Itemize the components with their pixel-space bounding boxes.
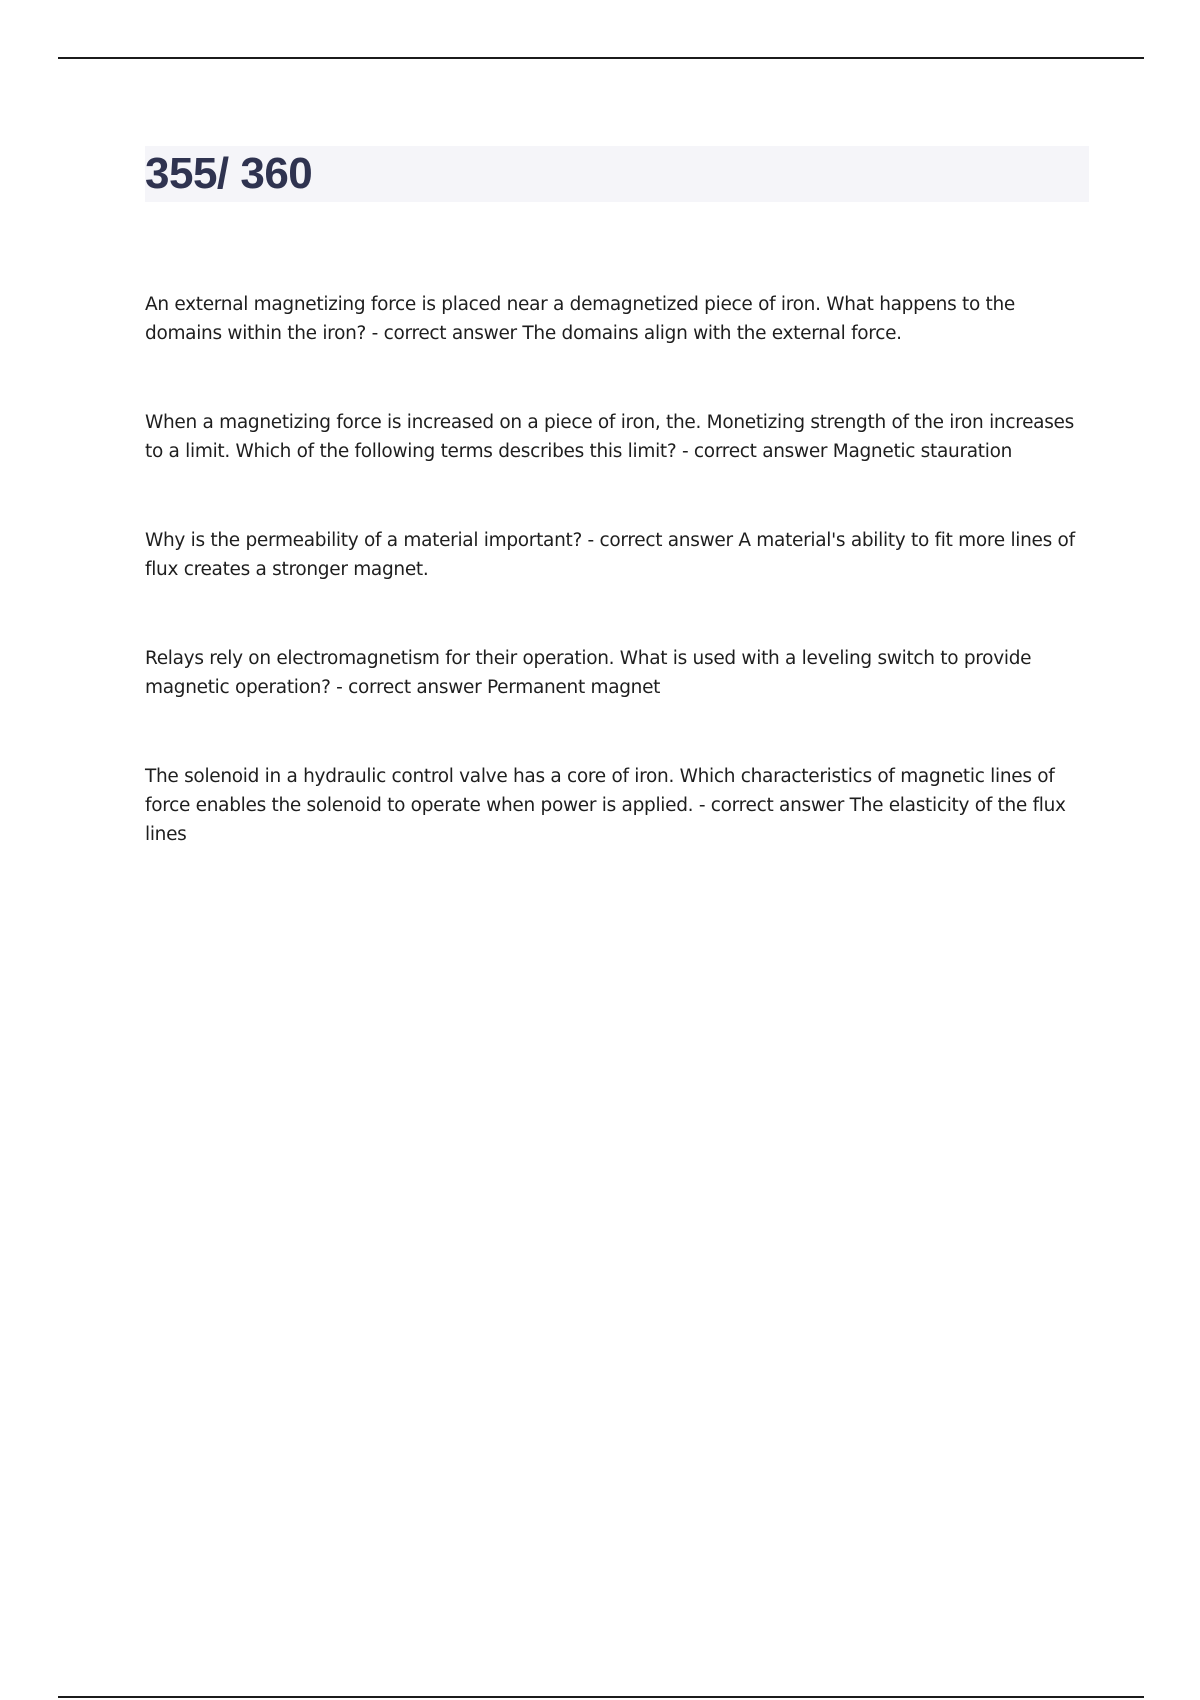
qa-item: When a magnetizing force is increased on a piece of iron, the. Monetizing strength of the iron increases to a limit. Which of the following terms describes this limit? - correct answer Magnetic stauration — [145, 412, 1074, 462]
score-heading: 355/ 360 — [145, 149, 313, 198]
top-divider — [58, 57, 1144, 59]
score-banner — [145, 146, 1089, 202]
qa-item: Why is the permeability of a material important? - correct answer A material's ability to fit more lines of flux creates a stronger magnet. — [145, 530, 1075, 580]
qa-item: Relays rely on electromagnetism for their operation. What is used with a leveling switch to provide magnetic operation? - correct answer Permanent magnet — [145, 648, 1032, 698]
qa-item: An external magnetizing force is placed near a demagnetized piece of iron. What happens to the domains within the iron? - correct answer The domains align with the external force. — [145, 294, 1016, 344]
qa-list — [145, 290, 1090, 909]
qa-item: The solenoid in a hydraulic control valve has a core of iron. Which characteristics of magnetic lines of force enables the solenoid to operate when power is applied. - correct answer The elasticity of the flux lines — [145, 766, 1066, 845]
bottom-divider — [58, 1696, 1144, 1698]
